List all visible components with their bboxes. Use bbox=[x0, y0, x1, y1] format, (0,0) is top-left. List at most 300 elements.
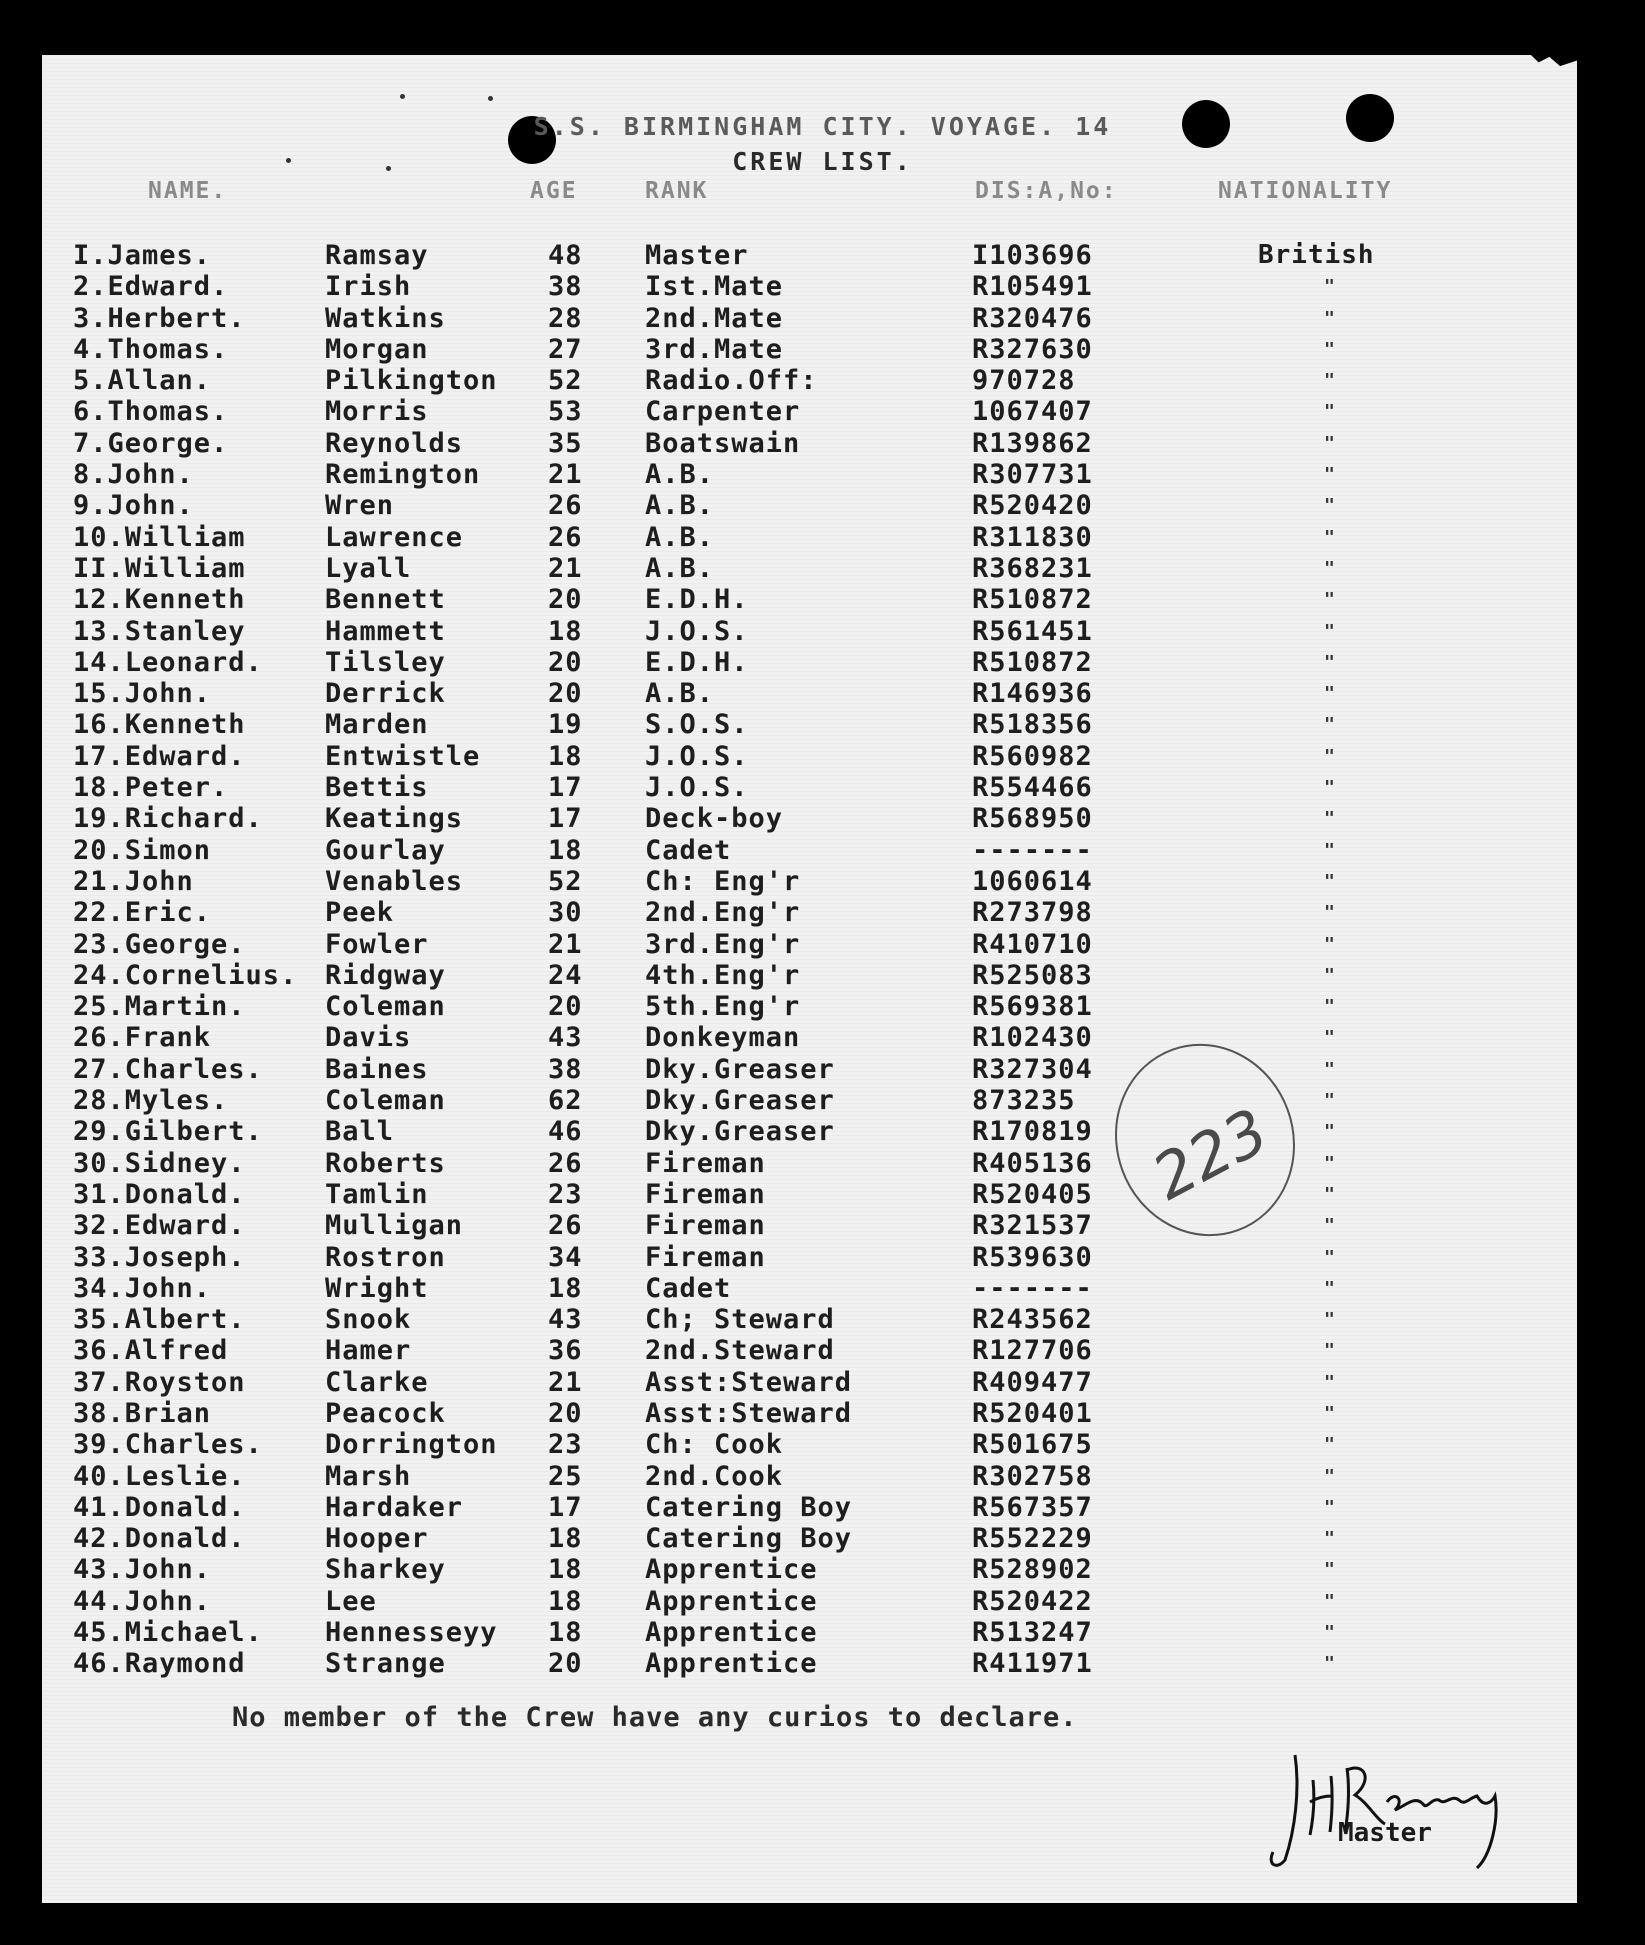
crew-rank: Carpenter bbox=[645, 396, 801, 428]
crew-first-name: 38.Brian bbox=[73, 1397, 212, 1429]
crew-age: 18 bbox=[548, 740, 583, 772]
crew-first-name: 4.Thomas. bbox=[73, 333, 229, 365]
crew-nationality: " bbox=[1324, 526, 1336, 548]
crew-age: 52 bbox=[548, 865, 583, 897]
crew-row bbox=[0, 271, 1645, 302]
crew-row bbox=[0, 647, 1645, 678]
crew-dis-a-no: R510872 bbox=[972, 584, 1093, 616]
crew-surname: Venables bbox=[325, 865, 464, 897]
crew-rank: Dky.Greaser bbox=[645, 1053, 835, 1085]
crew-dis-a-no: R561451 bbox=[972, 615, 1093, 647]
crew-surname: Bettis bbox=[325, 772, 429, 804]
crew-first-name: 32.Edward. bbox=[73, 1210, 246, 1242]
crew-dis-a-no: R311830 bbox=[972, 521, 1093, 553]
crew-dis-a-no: R139862 bbox=[972, 427, 1093, 459]
crew-rank: Dky.Greaser bbox=[645, 1116, 835, 1148]
header-age: AGE bbox=[530, 178, 578, 204]
crew-age: 21 bbox=[548, 552, 583, 584]
crew-age: 23 bbox=[548, 1429, 583, 1461]
crew-first-name: 28.Myles. bbox=[73, 1085, 229, 1117]
crew-nationality: " bbox=[1324, 1528, 1336, 1550]
crew-surname: Tilsley bbox=[325, 646, 446, 678]
crew-first-name: 29.Gilbert. bbox=[73, 1116, 263, 1148]
crew-rank: Dky.Greaser bbox=[645, 1085, 835, 1117]
crew-rank: 4th.Eng'r bbox=[645, 959, 801, 991]
crew-surname: Tamlin bbox=[325, 1178, 429, 1210]
crew-row bbox=[0, 1335, 1645, 1366]
pencil-annotation-text: 223 bbox=[1140, 1094, 1280, 1215]
crew-age: 20 bbox=[548, 584, 583, 616]
crew-row bbox=[0, 303, 1645, 334]
crew-nationality: " bbox=[1324, 1340, 1336, 1362]
crew-nationality: " bbox=[1324, 1277, 1336, 1299]
document-subtitle: CREW LIST. bbox=[732, 147, 913, 176]
crew-rank: Fireman bbox=[645, 1241, 766, 1273]
crew-surname: Roberts bbox=[325, 1147, 446, 1179]
crew-dis-a-no: R518356 bbox=[972, 709, 1093, 741]
crew-surname: Hennesseyy bbox=[325, 1617, 498, 1649]
crew-first-name: 15.John. bbox=[73, 678, 212, 710]
crew-surname: Wright bbox=[325, 1272, 429, 1304]
crew-nationality: " bbox=[1324, 1653, 1336, 1675]
crew-row bbox=[0, 991, 1645, 1022]
crew-surname: Coleman bbox=[325, 991, 446, 1023]
crew-nationality: " bbox=[1324, 1590, 1336, 1612]
crew-age: 53 bbox=[548, 396, 583, 428]
crew-nationality: " bbox=[1324, 1121, 1336, 1143]
crew-rank: Apprentice bbox=[645, 1585, 818, 1617]
crew-rank: Boatswain bbox=[645, 427, 801, 459]
crew-age: 52 bbox=[548, 365, 583, 397]
crew-rank: Deck-boy bbox=[645, 803, 784, 835]
crew-surname: Entwistle bbox=[325, 740, 481, 772]
crew-dis-a-no: R552229 bbox=[972, 1523, 1093, 1555]
crew-surname: Snook bbox=[325, 1304, 412, 1336]
crew-age: 18 bbox=[548, 1585, 583, 1617]
crew-nationality: " bbox=[1324, 557, 1336, 579]
crew-row bbox=[0, 334, 1645, 365]
crew-rank: J.O.S. bbox=[645, 772, 749, 804]
crew-dis-a-no: 970728 bbox=[972, 365, 1076, 397]
crew-row bbox=[0, 1367, 1645, 1398]
crew-dis-a-no: R528902 bbox=[972, 1554, 1093, 1586]
crew-rank: A.B. bbox=[645, 678, 715, 710]
crew-row bbox=[0, 1054, 1645, 1085]
crew-age: 17 bbox=[548, 803, 583, 835]
crew-surname: Peek bbox=[325, 897, 395, 929]
crew-nationality: " bbox=[1324, 777, 1336, 799]
crew-surname: Hammett bbox=[325, 615, 446, 647]
crew-row bbox=[0, 960, 1645, 991]
crew-dis-a-no: ------- bbox=[972, 834, 1093, 866]
crew-first-name: 9.John. bbox=[73, 490, 194, 522]
crew-nationality: " bbox=[1324, 683, 1336, 705]
crew-age: 27 bbox=[548, 333, 583, 365]
crew-nationality: " bbox=[1324, 1371, 1336, 1393]
crew-age: 38 bbox=[548, 271, 583, 303]
crew-age: 21 bbox=[548, 928, 583, 960]
crew-nationality: " bbox=[1324, 745, 1336, 767]
crew-first-name: 45.Michael. bbox=[73, 1617, 263, 1649]
crew-nationality: " bbox=[1324, 870, 1336, 892]
crew-surname: Fowler bbox=[325, 928, 429, 960]
crew-age: 20 bbox=[548, 678, 583, 710]
crew-dis-a-no: R554466 bbox=[972, 772, 1093, 804]
crew-rank: Fireman bbox=[645, 1147, 766, 1179]
crew-surname: Gourlay bbox=[325, 834, 446, 866]
crew-first-name: 24.Cornelius. bbox=[73, 959, 298, 991]
crew-dis-a-no: R410710 bbox=[972, 928, 1093, 960]
crew-first-name: 19.Richard. bbox=[73, 803, 263, 835]
crew-dis-a-no: R560982 bbox=[972, 740, 1093, 772]
crew-first-name: 5.Allan. bbox=[73, 365, 212, 397]
crew-row bbox=[0, 428, 1645, 459]
crew-surname: Wren bbox=[325, 490, 395, 522]
crew-nationality: " bbox=[1324, 808, 1336, 830]
crew-first-name: 44.John. bbox=[73, 1585, 212, 1617]
crew-row bbox=[0, 678, 1645, 709]
crew-nationality: " bbox=[1324, 338, 1336, 360]
crew-surname: Hardaker bbox=[325, 1491, 464, 1523]
crew-nationality: " bbox=[1324, 1622, 1336, 1644]
crew-dis-a-no: R307731 bbox=[972, 459, 1093, 491]
crew-surname: Lee bbox=[325, 1585, 377, 1617]
crew-dis-a-no: 873235 bbox=[972, 1085, 1076, 1117]
crew-nationality: " bbox=[1324, 1402, 1336, 1424]
crew-age: 25 bbox=[548, 1460, 583, 1492]
crew-dis-a-no: R520422 bbox=[972, 1585, 1093, 1617]
pencil-annotation bbox=[1100, 1040, 1310, 1240]
crew-dis-a-no: R520401 bbox=[972, 1397, 1093, 1429]
crew-surname: Rostron bbox=[325, 1241, 446, 1273]
crew-surname: Lawrence bbox=[325, 521, 464, 553]
crew-age: 23 bbox=[548, 1178, 583, 1210]
crew-row bbox=[0, 1148, 1645, 1179]
crew-rank: Apprentice bbox=[645, 1648, 818, 1680]
crew-row bbox=[0, 1273, 1645, 1304]
crew-first-name: 14.Leonard. bbox=[73, 646, 263, 678]
crew-age: 26 bbox=[548, 1147, 583, 1179]
crew-age: 48 bbox=[548, 240, 583, 271]
crew-surname: Reynolds bbox=[325, 427, 464, 459]
crew-first-name: 34.John. bbox=[73, 1272, 212, 1304]
crew-nationality: " bbox=[1324, 996, 1336, 1018]
crew-row bbox=[0, 553, 1645, 584]
crew-nationality: " bbox=[1324, 964, 1336, 986]
crew-rank: E.D.H. bbox=[645, 646, 749, 678]
crew-row bbox=[0, 1648, 1645, 1679]
crew-nationality: " bbox=[1324, 1027, 1336, 1049]
crew-rank: Ch: Eng'r bbox=[645, 865, 801, 897]
crew-dis-a-no: R327630 bbox=[972, 333, 1093, 365]
crew-row bbox=[0, 709, 1645, 740]
crew-rank: Ch; Steward bbox=[645, 1304, 835, 1336]
crew-age: 17 bbox=[548, 1491, 583, 1523]
crew-dis-a-no: R127706 bbox=[972, 1335, 1093, 1367]
crew-rank: J.O.S. bbox=[645, 740, 749, 772]
crew-dis-a-no: R520420 bbox=[972, 490, 1093, 522]
crew-dis-a-no: R243562 bbox=[972, 1304, 1093, 1336]
crew-nationality: " bbox=[1324, 495, 1336, 517]
stray-mark bbox=[400, 94, 405, 99]
crew-row bbox=[0, 929, 1645, 960]
crew-age: 43 bbox=[548, 1022, 583, 1054]
crew-rank: Apprentice bbox=[645, 1554, 818, 1586]
crew-nationality: " bbox=[1324, 276, 1336, 298]
crew-age: 26 bbox=[548, 521, 583, 553]
crew-first-name: 33.Joseph. bbox=[73, 1241, 246, 1273]
crew-dis-a-no: R567357 bbox=[972, 1491, 1093, 1523]
crew-first-name: 2.Edward. bbox=[73, 271, 229, 303]
crew-surname: Hamer bbox=[325, 1335, 412, 1367]
crew-nationality: " bbox=[1324, 1434, 1336, 1456]
crew-row bbox=[0, 1586, 1645, 1617]
crew-rank: Fireman bbox=[645, 1210, 766, 1242]
crew-dis-a-no: R102430 bbox=[972, 1022, 1093, 1054]
crew-nationality: " bbox=[1324, 1246, 1336, 1268]
crew-age: 18 bbox=[548, 834, 583, 866]
crew-first-name: 3.Herbert. bbox=[73, 302, 246, 334]
crew-age: 26 bbox=[548, 490, 583, 522]
crew-first-name: 20.Simon bbox=[73, 834, 212, 866]
crew-surname: Sharkey bbox=[325, 1554, 446, 1586]
crew-dis-a-no: R569381 bbox=[972, 991, 1093, 1023]
crew-surname: Mulligan bbox=[325, 1210, 464, 1242]
crew-rank: Ch: Cook bbox=[645, 1429, 784, 1461]
crew-age: 38 bbox=[548, 1053, 583, 1085]
crew-age: 18 bbox=[548, 1554, 583, 1586]
crew-row bbox=[0, 1492, 1645, 1523]
crew-dis-a-no: R539630 bbox=[972, 1241, 1093, 1273]
crew-age: 20 bbox=[548, 991, 583, 1023]
crew-age: 62 bbox=[548, 1085, 583, 1117]
crew-first-name: 22.Eric. bbox=[73, 897, 212, 929]
crew-row bbox=[0, 1179, 1645, 1210]
crew-age: 21 bbox=[548, 459, 583, 491]
crew-row bbox=[0, 1554, 1645, 1585]
crew-row bbox=[0, 1022, 1645, 1053]
crew-row bbox=[0, 1210, 1645, 1241]
crew-first-name: 6.Thomas. bbox=[73, 396, 229, 428]
crew-dis-a-no: R409477 bbox=[972, 1366, 1093, 1398]
crew-row bbox=[0, 741, 1645, 772]
crew-age: 18 bbox=[548, 1272, 583, 1304]
crew-nationality: " bbox=[1324, 432, 1336, 454]
crew-age: 24 bbox=[548, 959, 583, 991]
crew-dis-a-no: R525083 bbox=[972, 959, 1093, 991]
crew-dis-a-no: 1060614 bbox=[972, 865, 1093, 897]
crew-dis-a-no: R510872 bbox=[972, 646, 1093, 678]
crew-surname: Morgan bbox=[325, 333, 429, 365]
crew-nationality: " bbox=[1324, 464, 1336, 486]
crew-age: 34 bbox=[548, 1241, 583, 1273]
crew-surname: Peacock bbox=[325, 1397, 446, 1429]
crew-row bbox=[0, 897, 1645, 928]
crew-surname: Baines bbox=[325, 1053, 429, 1085]
crew-rank: Donkeyman bbox=[645, 1022, 801, 1054]
crew-nationality: " bbox=[1324, 1058, 1336, 1080]
crew-rank: 2nd.Mate bbox=[645, 302, 784, 334]
crew-surname: Ramsay bbox=[325, 240, 429, 271]
crew-first-name: 10.William bbox=[73, 521, 246, 553]
crew-surname: Coleman bbox=[325, 1085, 446, 1117]
crew-row bbox=[0, 1429, 1645, 1460]
crew-surname: Watkins bbox=[325, 302, 446, 334]
crew-age: 43 bbox=[548, 1304, 583, 1336]
crew-surname: Dorrington bbox=[325, 1429, 498, 1461]
crew-age: 20 bbox=[548, 1648, 583, 1680]
crew-nationality: " bbox=[1324, 1215, 1336, 1237]
crew-age: 21 bbox=[548, 1366, 583, 1398]
crew-first-name: 18.Peter. bbox=[73, 772, 229, 804]
crew-rank: Cadet bbox=[645, 1272, 732, 1304]
crew-first-name: 21.John bbox=[73, 865, 194, 897]
crew-rank: Catering Boy bbox=[645, 1491, 853, 1523]
crew-age: 46 bbox=[548, 1116, 583, 1148]
crew-first-name: 39.Charles. bbox=[73, 1429, 263, 1461]
crew-rank: Ist.Mate bbox=[645, 271, 784, 303]
crew-nationality: " bbox=[1324, 401, 1336, 423]
crew-nationality: " bbox=[1324, 589, 1336, 611]
crew-nationality: British bbox=[1258, 240, 1375, 270]
master-signature bbox=[1255, 1740, 1535, 1880]
crew-row bbox=[0, 459, 1645, 490]
crew-first-name: 13.Stanley bbox=[73, 615, 246, 647]
crew-age: 28 bbox=[548, 302, 583, 334]
crew-rank: 2nd.Cook bbox=[645, 1460, 784, 1492]
document-title: S.S. BIRMINGHAM CITY. VOYAGE. 14 bbox=[533, 112, 1112, 141]
crew-nationality: " bbox=[1324, 933, 1336, 955]
crew-row bbox=[0, 396, 1645, 427]
crew-nationality: " bbox=[1324, 651, 1336, 673]
crew-nationality: " bbox=[1324, 839, 1336, 861]
crew-dis-a-no: R520405 bbox=[972, 1178, 1093, 1210]
crew-first-name: 40.Leslie. bbox=[73, 1460, 246, 1492]
crew-dis-a-no: 1067407 bbox=[972, 396, 1093, 428]
crew-rank: E.D.H. bbox=[645, 584, 749, 616]
crew-dis-a-no: I103696 bbox=[972, 240, 1093, 271]
crew-row bbox=[0, 1116, 1645, 1147]
crew-row bbox=[0, 522, 1645, 553]
crew-nationality: " bbox=[1324, 1465, 1336, 1487]
crew-first-name: 26.Frank bbox=[73, 1022, 212, 1054]
crew-first-name: 23.George. bbox=[73, 928, 246, 960]
crew-dis-a-no: R273798 bbox=[972, 897, 1093, 929]
crew-first-name: II.William bbox=[73, 552, 246, 584]
crew-rank: 3rd.Eng'r bbox=[645, 928, 801, 960]
crew-dis-a-no: R568950 bbox=[972, 803, 1093, 835]
crew-surname: Marsh bbox=[325, 1460, 412, 1492]
crew-row bbox=[0, 1242, 1645, 1273]
crew-rank: Asst:Steward bbox=[645, 1397, 853, 1429]
crew-age: 17 bbox=[548, 772, 583, 804]
crew-surname: Remington bbox=[325, 459, 481, 491]
crew-nationality: " bbox=[1324, 902, 1336, 924]
crew-first-name: 12.Kenneth bbox=[73, 584, 246, 616]
crew-first-name: 35.Albert. bbox=[73, 1304, 246, 1336]
crew-dis-a-no: R321537 bbox=[972, 1210, 1093, 1242]
crew-nationality: " bbox=[1324, 1496, 1336, 1518]
crew-surname: Derrick bbox=[325, 678, 446, 710]
crew-age: 18 bbox=[548, 615, 583, 647]
crew-rank: 2nd.Eng'r bbox=[645, 897, 801, 929]
crew-first-name: 42.Donald. bbox=[73, 1523, 246, 1555]
crew-first-name: 8.John. bbox=[73, 459, 194, 491]
crew-surname: Ball bbox=[325, 1116, 395, 1148]
crew-age: 26 bbox=[548, 1210, 583, 1242]
crew-dis-a-no: R170819 bbox=[972, 1116, 1093, 1148]
crew-dis-a-no: ------- bbox=[972, 1272, 1093, 1304]
crew-first-name: 46.Raymond bbox=[73, 1648, 246, 1680]
header-nationality: NATIONALITY bbox=[1218, 178, 1393, 204]
crew-age: 36 bbox=[548, 1335, 583, 1367]
crew-row bbox=[0, 1617, 1645, 1648]
crew-nationality: " bbox=[1324, 1090, 1336, 1112]
crew-row bbox=[0, 365, 1645, 396]
crew-surname: Marden bbox=[325, 709, 429, 741]
crew-rank: Radio.Off: bbox=[645, 365, 818, 397]
crew-rank: Apprentice bbox=[645, 1617, 818, 1649]
crew-list bbox=[0, 240, 1645, 1680]
footer-note: No member of the Crew have any curios to declare. bbox=[232, 1702, 1078, 1733]
crew-surname: Clarke bbox=[325, 1366, 429, 1398]
crew-nationality: " bbox=[1324, 714, 1336, 736]
signature-title: Master bbox=[1338, 1818, 1432, 1848]
crew-surname: Hooper bbox=[325, 1523, 429, 1555]
crew-surname: Davis bbox=[325, 1022, 412, 1054]
crew-first-name: 41.Donald. bbox=[73, 1491, 246, 1523]
crew-row bbox=[0, 772, 1645, 803]
crew-nationality: " bbox=[1324, 620, 1336, 642]
crew-age: 35 bbox=[548, 427, 583, 459]
crew-surname: Lyall bbox=[325, 552, 412, 584]
crew-rank: A.B. bbox=[645, 459, 715, 491]
crew-nationality: " bbox=[1324, 370, 1336, 392]
crew-surname: Pilkington bbox=[325, 365, 498, 397]
crew-dis-a-no: R501675 bbox=[972, 1429, 1093, 1461]
crew-age: 18 bbox=[548, 1523, 583, 1555]
header-dis-a-no: DIS:A,No: bbox=[975, 178, 1118, 204]
crew-first-name: 36.Alfred bbox=[73, 1335, 229, 1367]
crew-row bbox=[0, 616, 1645, 647]
stray-mark bbox=[488, 96, 493, 101]
crew-rank: 5th.Eng'r bbox=[645, 991, 801, 1023]
crew-row bbox=[0, 803, 1645, 834]
crew-first-name: 7.George. bbox=[73, 427, 229, 459]
crew-age: 20 bbox=[548, 1397, 583, 1429]
crew-row bbox=[0, 240, 1645, 271]
crew-row bbox=[0, 584, 1645, 615]
crew-row bbox=[0, 490, 1645, 521]
crew-surname: Bennett bbox=[325, 584, 446, 616]
crew-dis-a-no: R405136 bbox=[972, 1147, 1093, 1179]
crew-nationality: " bbox=[1324, 1183, 1336, 1205]
header-rank: RANK bbox=[645, 178, 709, 204]
crew-dis-a-no: R320476 bbox=[972, 302, 1093, 334]
crew-rank: A.B. bbox=[645, 490, 715, 522]
crew-age: 20 bbox=[548, 646, 583, 678]
crew-dis-a-no: R368231 bbox=[972, 552, 1093, 584]
crew-first-name: 27.Charles. bbox=[73, 1053, 263, 1085]
crew-first-name: 17.Edward. bbox=[73, 740, 246, 772]
crew-dis-a-no: R105491 bbox=[972, 271, 1093, 303]
crew-rank: Master bbox=[645, 240, 749, 271]
crew-rank: A.B. bbox=[645, 552, 715, 584]
crew-rank: S.O.S. bbox=[645, 709, 749, 741]
crew-row bbox=[0, 835, 1645, 866]
crew-surname: Irish bbox=[325, 271, 412, 303]
crew-surname: Morris bbox=[325, 396, 429, 428]
